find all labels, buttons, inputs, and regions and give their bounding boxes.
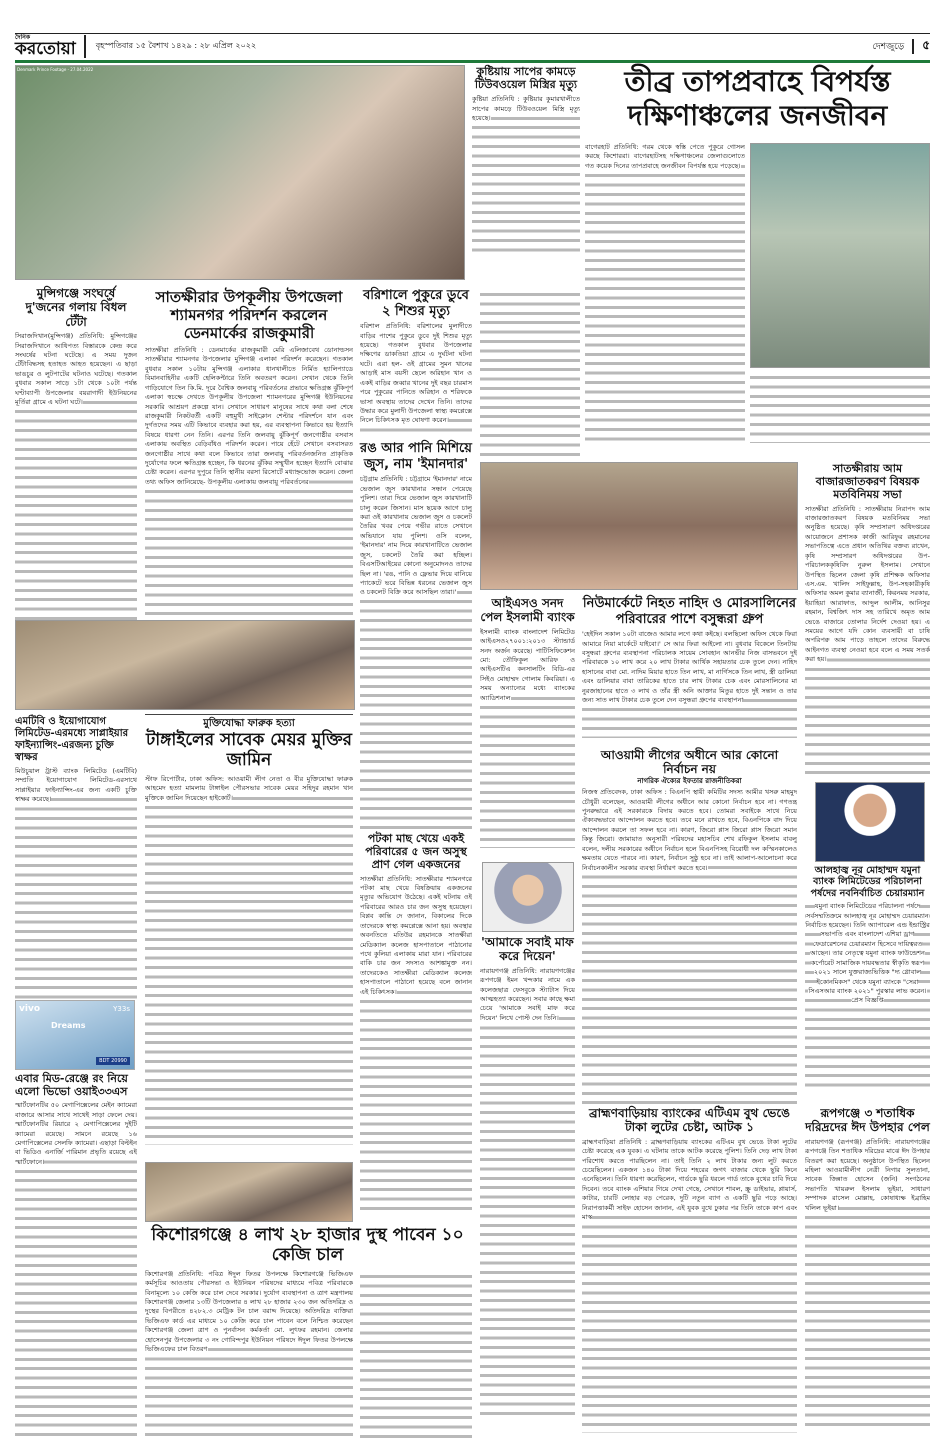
article-potka: পটকা মাছ খেয়ে একই পরিবারের ৫ জন অসুস্থ প্রাণ গেল একজনের সাতক্ষীরা প্রতিনিধি: সাতক্ষীরার শ্যামনগরে পটকা মাছ খেয়ে বিষক্রিয়ায় একজনের মৃত্যুর অভিযোগ উঠেছে। একই ঘটনায় ওই পরিবারের আরও চার জন অসুস্থ হয়েছেন। বিপ্লব কান্তি দে জানান, বিকালের দিকে তাদেরকে স্বাস্থ্য কমপ্লেক্সে আনা হয়। অবস্থার অবনতিতে মতিউর রহমানকে সাতক্ষীরা মেডিক্যাল কলেজ হাসপাতালে পাঠানোর পথে কুলিয়া এলাকায় মারা যান। পরিবারের বাকি চার জন সদস্যও আশঙ্কামুক্ত নন। তাদেরকেও সাতক্ষীরা মেডিক্যাল কলেজ হাসপাতালে পাঠানো হয়েছে বলে জানান এই চিকিৎসক। — [360, 832, 472, 1220]
article-islami-bank: আইএসও সনদ পেল ইসলামী ব্যাংক ইসলামী ব্যাংক বাংলাদেশ লিমিটেড আইএসও২৭০০১:২০১৩ স্ট্যান্ডার্ড সনদ অর্জন করেছে। পাটিসিফিকেশন মো: তৌফিকুল আরিফ ও আইএসটিএ কনসালটিং বিডি-এর সিইও মোহাম্মদ গোলাম কিবরিয়া। এ সময় অন্যান্যের মধ্যে ব্যাংকের অ্যাডিশনাল — [480, 596, 575, 856]
princess-photo: Denmark Prince Footage - 27.04.2022 — [15, 65, 465, 280]
article-tangail: মুক্তিযোদ্ধা ফারুক হত্যা টাঙ্গাইলের সাবেক মেয়র মুক্তির জামিন স্টাফ রিপোর্টার, ঢাকা অফিস: আওয়ামী লীগ নেতা ও বীর মুক্তিযোদ্ধা ফারুক আহমেদ হত্যা মামলায় টাঙ্গাইল পৌরসভার সাবেক মেয়র সহিদুর রহমান খান মুক্তিকে জামিন দিয়েছেন হাইকোর্ট। — [145, 714, 353, 1159]
article-awami: আওয়ামী লীগের অধীনে আর কোনো নির্বাচন নয় নাগরিক ঐক্যের ইফতার রাজনীতিকরা নিজস্ব প্রতিবেদক, ঢাকা অফিস : বিএনপি স্থায়ী কমিটির সদস্য আমীর খসরু মাহমুদ চৌধুরী বলেছেন, আওয়ামী লীগের অধীনে আর কোনো নির্বাচন হবে না। গণতন্ত্র পুনরুদ্ধারে এই সরকারকে বিদায় করতে হবে। তোমরা সবাইকে সাথে নিয়ে ঐক্যবদ্ধভাবে আন্দোলন করতে হবে। তবে মনে রাখতে হবে, বিএনপিকে বাদ দিয়ে আন্দোলন করলে তা সফল হবে না। কারণ, জিরো প্লাস জিরো প্লাস জিরো সমান কিন্তু জিরো। জামায়াত অনুসারী পরিষদের মহাসচিব শেখ রফিকুল ইসলাম বাবলু বলেন, দলীয় সরকারের অধীনে নির্বাচন হলে বিএনপিসহ বিরোধী দল কস্মিনকালেও ক্ষমতায় যেতে পারবে না। কারণ, নির্বাচন সুষ্ঠু হবে না। তাই আলাপ-আলোচনা করে নির্বাচনকালীন সরকার ব্যবস্থা নির্ধারণ করতে হবে। — [582, 748, 797, 1103]
article-kushtia: কুষ্টিয়ায় সাপের কামড়ে টিউবওয়েল মিস্ত্রির মৃত্যু কুষ্টিয়া প্রতিনিধি : কুষ্টিয়ার কুমারখালীতে সাপের কামড়ে টিউবওয়েল মিস্ত্রি মৃত্যু হয়েছে। — [472, 65, 580, 285]
masthead-rule — [15, 60, 930, 63]
newspaper-logo: দৈনিক করতোয়া — [15, 35, 86, 58]
masthead — [15, 33, 930, 59]
article-satkhira-princess: সাতক্ষীরার উপকূলীয় উপজেলা শ্যামনগর পরিদর্শন করলেন ডেনমার্কের রাজকুমারী সাতক্ষীরা প্রতিনিধি : ডেনমার্কের রাজকুমারী মেরি এলিজাবেথ ডোনাল্ডসন সাতক্ষীরার শ্যামনগর উপজেলার মুন্সিগঞ্জ এলাকা পরিদর্শন করেছেন। গতকাল বুধবার সকাল ১০টায় মুন্সিগঞ্জ এলাকার ধানখালীতে নির্মিত হ্যালিপ্যাডে বিমানবাহিনীর একটি হেলিকপ্টারে তিনি অবতরণ করেন। সেখান থেকে তিনি গাড়িযোগে তিন কি.মি. দূরে বৈশ্বিক জলবায়ু পরিবর্তনের প্রভাবে ক্ষতিগ্রস্ত ঝুঁকিপূর্ণ এলাকা স্বচক্ষে দেখতে উপকূলীয় উপজেলা শ্যামনগরের মুন্সিগঞ্জ ইউনিয়নের সরকারি আশ্রয়ণ প্রকল্পে যান। সেখানে সাধারণ মানুষের সাথে কথা বলা শেষে রাজকুমারী নিকটবর্তী একটি বহুমুখী সাইক্লোন শেল্টার পরিদর্শনে যান এবং দুর্গতদের সময় এটি কিভাবে ব্যবহার করা হয়, এর ব্যবস্থাপনা কিভাবে হয় ইত্যাদি বিষয়ে ধারণা নেন তিনি। এরপর তিনি জলবায়ু ঝুঁকিপূর্ণ জনগোষ্ঠীর বসবাস এলাকায় অবস্থিত বেড়িবাঁধও পরিদর্শন করেন। পায়ে হেঁটে সেখানে বসবাসরত জনগোষ্ঠীর সাথে কথা বলে কিভাবে তারা জলবায়ু পরিবর্তনজনিত প্রাকৃতিক দুর্যোগের ফলে ক্ষতিগ্রস্ত হচ্ছেন, কি ধরনের ঝুঁকির সম্মুখীন হচ্ছেন ইত্যাদি বোঝার চেষ্টা করেন। এরপর দুপুরে তিনি স্থানীয় বরসা রিসোর্টে মধ্যাহ্নভোজ করেন। জেলা তথ্য অফিস জানিয়েছে- উপকূলীয় এলাকায় জলবায়ু পরিবর্তনের — [145, 288, 353, 613]
article-mtb: এমটিবি ও ইয়োগাযোগ লিমিটেড-এরমধ্যে সাপ্লাইয়ার ফাইন্যান্সিং-এরজন্য চুক্তি স্বাক্ষর মিউচুয়াল ট্রাস্ট ব্যাংক লিমিটেড (এমটিবি) সম্প্রতি ইয়োগাযোগ লিমিটেড-এরসাথে সাপ্লাইয়ার ফাইন্যান্সিং-এর জন্য একটি চুক্তি স্বাক্ষর করেছে। — [15, 716, 137, 996]
article-newmarket: নিউমার্কেটে নিহত নাহিদ ও মোরসালিনের পরিবারের পাশে বসুন্ধরা গ্রুপ 'হেইদিন সকাল ১০টা বাজেও আমার লগে কথা কইছে। বলছিলো অফিস থেকে ফিরা আমারে নিয়া মার্কেটে যাইবো।' সে আর ফিরা আইলো না। বুধবার বিকেলে তিনটায় বসুন্ধরা গ্রুপের ব্যবস্থাপনা পরিচালক সায়েম সোবহান আনভীর নিজ বাসভবনে দুই পরিবারকে ১০ লাখ করে ২০ লাখ টাকার আর্থিক সহায়তার চেক তুলে দেন। নাহিদ হাসানের বাবা মো. নাদিম মিয়ার হাতে তিন লাখ, মা নার্গিসকে তিন লাখ, স্ত্রী ডালিয়া এবং ডালিয়ার বাবা তারিকের হাতে চার লাখ টাকার চেক এবং মোরসালিনের মা নুরজাহানের হাতে ৩ লাখ ও তাঁর স্ত্রী অনি আক্তার মিতুর হাতে দুই সন্তান ও তার জন্য সাত লাখ টাকার চেক তুলে দেন বসুন্ধরা গ্রুপের ব্যবস্থাপনা — [582, 596, 797, 744]
flood-photo — [750, 143, 930, 368]
article-mafi: 'আমাকে সবাই মাফ করে দিয়েন' নারায়ণগঞ্জ প্রতিনিধি: নারায়ণগঞ্জের রূপগঞ্জে ইমন খন্দকার নামে এক কলেজছাত্র ফেসবুকে স্ট্যাটাস দিয়ে আত্মহত্যা করেছেন। সবার কাছে ক্ষমা চেয়ে 'আমাকে সবাই মাফ করে দিয়েন' লিখে পোস্ট দেন তিনি। — [480, 935, 575, 1445]
article-atm: ব্রাহ্মণবাড়িয়ায় ব্যাংকের এটিএম বুথ ভেঙে টাকা লুটের চেষ্টা, আটক ১ ব্রাহ্মণবাড়িয়া প্রতিনিধি : ব্রাহ্মণবাড়িয়ায় ব্যাংকের এটিএম বুথ ভেঙে টাকা লুটের চেষ্টা করেছে এক যুবক। এ ঘটনায় তাকে আটক করেছে পুলিশ। তিনি দেড় লাখ টাকা পরিশোধ করতে পারছিলেন না। তাই তিনি ২ লাখ টাকার জন্য লুট করতে চেয়েছিলেন। একজন ১৪০ টাকা দিয়ে শহরের জগৎ বাজার থেকে ছুরি কিনে এনেছিলেন। তিনি ধারণা করেছিলেন, গার্ডকে ছুরি ধরলে গার্ড তাকে বুথের চাবি দিয়ে দিবেন। তবে ব্যাংক এশিয়ার গিয়ে দেখা গেছে, সেখানে শাবল, স্ক্রু ডাইভার, প্লায়ার্স, কাটার, চারটি লোহার বড় পেরেক, দুটি নতুন ব্যাগ ও একটি ছুরি পড়ে আছে। নিরাপত্তাকর্মী সাইফ হোসেন জানান, এই যুবক বুথে ঢুকার পর তিনি তাকে কাপ এবং মাস্ক — [582, 1106, 797, 1446]
section-name: দেশজুড়ে — [872, 39, 914, 54]
issue-date: বৃহস্পতিবার ১৫ বৈশাখ ১৪২৯ : ২৮ এপ্রিল ২০২২ — [95, 41, 257, 50]
article-munshiganj: মুন্সিগঞ্জে সংঘর্ষে দু'জনের গলায় বিঁধল টেঁটা সিরাজদিখান(মুন্সিগঞ্জ) প্রতিনিধি: মুন্সিগঞ্জের সিরাজদিখানে আধিপত্য বিস্তারকে কেন্দ্র করে সংঘর্ষের ঘটনা ঘটেছে। এ সময় দুজন টেঁটাবিদ্ধসহ হতাহত আহত হয়েছেন। এ ছাড়া ভাঙচুর ও লুটপাটের ঘটনাও ঘটেছে। গতকাল বুধবার সকাল সাড়ে ১টা থেকে ১০টা পর্যন্ত ঘণ্টাব্যাপী উপজেলার বয়রাগাদী ইউনিয়নের মূর্তিরা গ্রামে এ ঘটনা ঘটে। — [15, 286, 137, 616]
group-photo — [145, 1162, 353, 1222]
article-heatwave: তীব্র তাপপ্রবাহে বিপর্যস্ত দক্ষিণাঞ্চলের জনজীবন বাগেরহাট প্রতিনিধি: গরম থেকে স্বস্তি পেতে পুকুরে গোসল করছে কিশোররা। বাগেরহাটসহ দক্ষিণাঞ্চলের জেলাগুলোতে গত কয়েক দিনের তাপপ্রবাহে জনজীবন বিপর্যস্ত হয়ে পড়েছে। — [585, 65, 930, 445]
mtb-signing-photo — [15, 620, 355, 710]
article-jamuna: আলহাজ্ব নূর মোহাম্মদ যমুনা ব্যাংক লিমিটেডের পরিচালনা পর্ষদের নবনির্বাচিত চেয়ারম্যান যমুনা ব্যাংক লিমিটেডের পরিচালনা পর্ষদে সর্বসম্মতিক্রমে আলহাজ্ব নূর মোহাম্মদ চেয়ারম্যান নির্বাচিত হয়েছেন। তিনি অ্যাপারেল এন্ড ইন্ডাস্ট্রির সভাপতি এবং বাংলাদেশ এশিয়া ড্রাগ ফেডারেশনের চেয়ারম্যান হিসেবে দায়িত্বরত আছেন। তার নেতৃত্বে যমুনা ব্যাংক ফাউন্ডেশন কর্পোরেট সামাজিক দায়বদ্ধতার স্বীকৃতি স্বরূপ ২০২১ সালে যুক্তরাজ্যভিত্তিক "দ্য গ্লোবাল ইকোনমিকস" থেকে যমুনা ব্যাংকে "সেরা সিএসআর ব্যাংক ২০২১" পুরস্কার লাভ করেন। প্রেস বিজ্ঞপ্তি — [805, 865, 930, 1100]
vivo-advertisement: vivo Y33s Dreams BDT 20990 — [15, 1000, 135, 1070]
article-mango: সাতক্ষীরায় আম বাজারজাতকরণ বিষয়ক মতবিনিময় সভা সাতক্ষীরা প্রতিনিধি : সাতক্ষীরায় নিরাপদ আম বাজারজাতকরণ বিষয়ক মতবিনিময় সভা অনুষ্ঠিত হয়েছে। কৃষি সম্প্রসারণ অধিদপ্তরের আয়োজনে প্রশাসক কাজী আরিফুর রহমানের সভাপতিত্বে এতে প্রধান অতিথির বক্তব্য রাখেন, কৃষি সম্প্রসারণ অধিদপ্তরের উপ-পরিচালককৃষিবিদ নুরুল ইসলাম। সেখানে উপস্থিত ছিলেন জেলা কৃষি প্রশিক্ষক অফিসার এস.এম. খালিদ সাইফুল্লাহ, উপ-সহকারীকৃষি অফিসার অমল কুমার ব্যানার্জী, কিরনময় সরকার, ইয়াহিয়া আরাফাত, আব্দুল আলীম, আনিসুর রহমান, বিশ্বজিৎ দাস সহ তারিখে অমৃত আম ভেঙে বাজারে তোলার নির্দেশ দেওয়া হয়। এ সময়ের আগে যদি কোন ব্যবসায়ী বা চাষি অপরিপক্ব আম পাড়ে তাহলে তাদের বিরুদ্ধে আইনগত ব্যবস্থা নেওয়া হবে বলে এ সময় সতর্ক করা হয়। — [805, 462, 930, 780]
article-barishal: বরিশালে পুকুরে ডুবে ২ শিশুর মৃত্যু বরিশাল প্রতিনিধি: বরিশালের মুলাদীতে বাড়ির পাশের পুকুরে ডুবে দুই শিশুর মৃত্যু হয়েছে। গতকাল বুধবার উপজেলার দক্ষিণের ডাকতিয়া গ্রামে এ দুর্ঘটনা ঘটনা ঘটে। এরা হল- ওই গ্রামের সুমন খানের আড়াই মাস বয়সী ছেলে অরিহান খান ও একই বাড়ির জব্বার খানের দুই বছর চারমাস পরে পুকুরের পানিতে অরিহান ও শরিফকে ভাসা অবস্থায় তাদের দেখেন তিনি। তাদের উদ্ধার করে মুলাদী উপজেলা স্বাস্থ্য কমপ্লেক্সে নিলে চিকিৎসক মৃত ঘোষণা করেন। রঙ আর পানি মিশিয়ে জুস, নাম 'ইমানদার' চট্টগ্রাম প্রতিনিধি : চট্টগ্রামে 'ইমানদার' নামে ভেজাল জুস কারখানার সন্ধান পেয়েছে পুলিশ। তারা দিয়ে ভেজাল জুস কারখানাটি চালু করেন জিসান। মাস ছয়েক আগে চালু করা ওই কারখানায় ভেজাল জুস ও চকলেট তৈরির খবর পেয়ে গভীর রাতে সেখানে অভিযানে যায় পুলিশ। ওসি বলেন, 'ইমানদার' নাম দিয়ে কারখানাটিতে ভেজাল জুস, চকলেট তৈরি করা হচ্ছিল। বিএসটিআইয়ের কোনো অনুমোদনও তাদের ছিল না। 'রঙ, পানি ও ফ্লেভার দিয়ে বানিয়ে প্যাকেটে ভরে বিভিন্ন ধরনের ভেজাল জুস ও চকলেট বিক্রি করে আসছিল তারা।' — [360, 288, 472, 828]
juice-headline: রঙ আর পানি মিশিয়ে জুস, নাম 'ইমানদার' — [360, 441, 472, 472]
student-portrait — [482, 862, 574, 932]
families-photo — [480, 462, 798, 590]
article-vivo: এবার মিড-রেঞ্জে রং নিয়ে এলো ভিভো ওয়াই৩৩এস স্মার্টফোনটির ৫০ মেগাপিক্সেলের মেইন ক্যামেরা বাজারে আসার সাথে সাথেই সাড়া ফেলে দেয়। স্মার্টফোনটির রিয়ারে ২ মেগাপিক্সেলের দুইটি ক্যামেরা রয়েছে। সামনে রয়েছে ১৬ মেগাপিক্সেলের সেলফি ক্যামেরা। এছাড়া বিল্টইন বা ভিডিও এনার্জি পারিমান প্রভৃতি রয়েছে এই স্মার্টফোনে। — [15, 1072, 137, 1447]
article-kishoreganj: কিশোরগঞ্জে ৪ লাখ ২৮ হাজার দুস্থ পাবেন ১০ কেজি চাল কিশোরগঞ্জ প্রতিনিধি: পবিত্র ঈদুল ফিতর উপলক্ষে কিশোরগঞ্জে ভিজিএফ কর্মসূচির আওতায় পৌরসভা ও ইউনিয়ন পরিষদের মাধ্যমে পবিত্র পরিবারকে বিনামূল্যে ১০ কেজি করে চাল দেবে সরকার। দুর্যোগ ব্যবস্থাপনা ও ত্রাণ মন্ত্রণালয় কিশোরগঞ্জ জেলার ১৩টি উপজেলার ৪ লাখ ২৮ হাজার ২৩০ জন অতিদরিদ্র ও দুস্থের বিপরীতে ৪২৮২.৩ মেট্রিক টন চাল বরাদ্দ দিয়েছে। অতিদরিদ্র ব্যক্তিরা ভিজিএফ কার্ড এর মাধ্যমে ১০ কেজি করে চাল পাবেন বলে নিশ্চিত করেছেন কিশোরগঞ্জ জেলা ত্রাণ ও পুনর্বাসন কর্মকর্তা মো. লুৎফর রহমান। জেলার হোসেনপুর উপজেলার ৩ নং গোবিন্দপুর ইউনিয়ন পরিষদে ঈদুল ফিতর উপলক্ষে ভিজিএফের চাল বিতরণ — [145, 1225, 470, 1445]
page-number: ৫ — [922, 37, 930, 52]
chairman-portrait — [815, 782, 925, 862]
article-rupganj: রূপগঞ্জে ৩ শতাধিক দরিদ্রদের ঈদ উপহার পেল নারায়ণগঞ্জ (রূপগঞ্জ) প্রতিনিধি: নারায়ণগঞ্জের রূপগঞ্জে তিন শতাধিক দরিদ্রের মাঝে ঈদ উপহার বিতরণ করা হয়েছে। অনুষ্ঠানে উপস্থিত ছিলেন মহিলা আওয়ামীলীগ নেত্রী নিগার সুলতানা, সাবেক জিন্নাত হোসেন (জনি) সংগঠনের সভাপতি খায়রুল ইসলাম ভূইয়া, সাধারণ সম্পাদক রাসেল মোল্লাহ, কোষাধ্যক্ষ ইব্রাহিম খলিল ভূইয়া। — [805, 1106, 930, 1446]
